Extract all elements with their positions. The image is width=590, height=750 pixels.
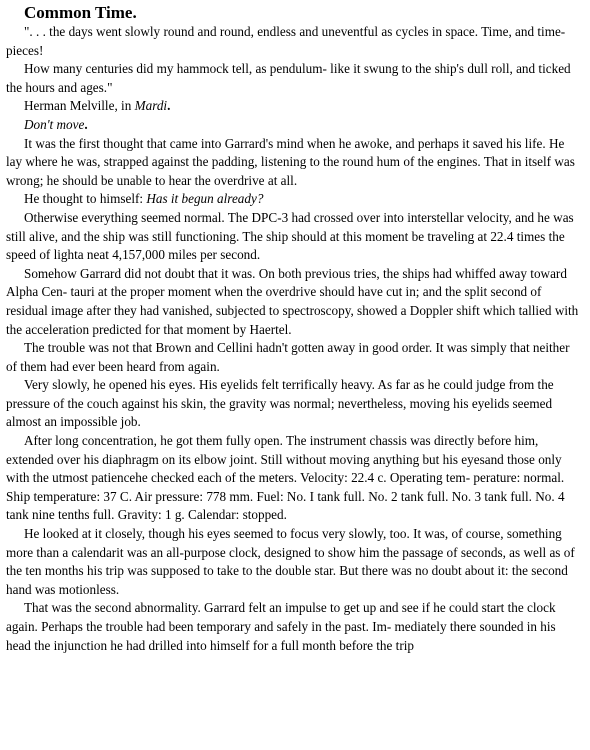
body-paragraph: It was the first thought that came into Garrard's mind when he awoke, and perhaps it saved his life. He lay where he was, strapped against the padding, listening to the round hum of the engines. That in itself was wrong; he should be unable to hear the overdrive at all. <box>6 135 575 188</box>
epigraph-paragraph: How many centuries did my hammock tell, as pendulum- like it swung to the ship's dull roll, and ticked the hours and ages." <box>6 61 571 95</box>
body-paragraph: Very slowly, he opened his eyes. His eyelids felt terrifically heavy. As far as he could judge from the pressure of the couch against his skin, the gravity was normal; nevertheless, moving his eyelids seemed almost an impossible job. <box>6 377 554 430</box>
document-page <box>6 0 582 655</box>
body-paragraph: That was the second abnormality. Garrard felt an impulse to get up and see if he could start the clock again. Perhaps the trouble had been temporary and safely in the past. Im- mediately there sounded in his head the injunction he had drilled into himself for a full month before the trip <box>6 600 556 653</box>
epigraph-attribution <box>6 97 582 116</box>
attribution-period: . <box>167 98 171 114</box>
chapter-title: Common Time. <box>24 3 137 22</box>
body-paragraph: After long concentration, he got them fully open. The instrument chassis was directly before him, extended over his diaphragm on its elbow joint. Still without moving anything but his eyesand those only with the utmost patiencehe checked each of the meters. Velocity: 22.4 c. Operating tem- perature: normal. Ship temperature: 37 C. Air pressure: 778 mm. Fuel: No. I tank full. No. 2 tank full. No. 3 tank full. No. 4 tank nine tenths full. Gravity: 1 g. Calendar: stopped. <box>6 433 565 523</box>
attribution-author: Herman Melville, in <box>24 98 135 114</box>
italic-phrase: Don't move <box>24 116 85 132</box>
body-paragraph: The trouble was not that Brown and Cellini hadn't gotten away in good order. It was simply that neither of them had ever been heard from again. <box>6 340 570 374</box>
body-paragraph <box>6 190 582 209</box>
period: . <box>84 116 88 132</box>
body-paragraph <box>6 116 582 135</box>
body-paragraph: He looked at it closely, though his eyes seemed to focus very slowly, too. It was, of course, something more than a calendarit was an all-purpose clock, designed to show him the passage of seconds, as well as of the ten months his trip was supposed to take to the double star. But there was no doubt about it: the second hand was motionless. <box>6 526 575 597</box>
italic-thought: Has it begun already? <box>146 191 264 207</box>
body-paragraph: Somehow Garrard did not doubt that it was. On both previous tries, the ships had whiffed away toward Alpha Cen- tauri at the proper moment when the overdrive should have cut in; and the split second of residual image after they had vanished, subjected to spectroscopy, showed a Doppler shift which tallied with the acceleration predicted for that moment by Haertel. <box>6 265 579 337</box>
thought-prefix: He thought to himself: <box>24 191 147 207</box>
epigraph-paragraph: ". . . the days went slowly round and round, endless and uneventful as cycles in space. Time, and time-pieces! <box>6 24 566 58</box>
attribution-work: Mardi <box>134 98 168 114</box>
body-paragraph: Otherwise everything seemed normal. The DPC-3 had crossed over into interstellar velocity, and he was still alive, and the ship was still functioning. The ship should at this moment be traveling at 22.4 times the speed of lighta neat 4,157,000 miles per second. <box>6 209 574 263</box>
